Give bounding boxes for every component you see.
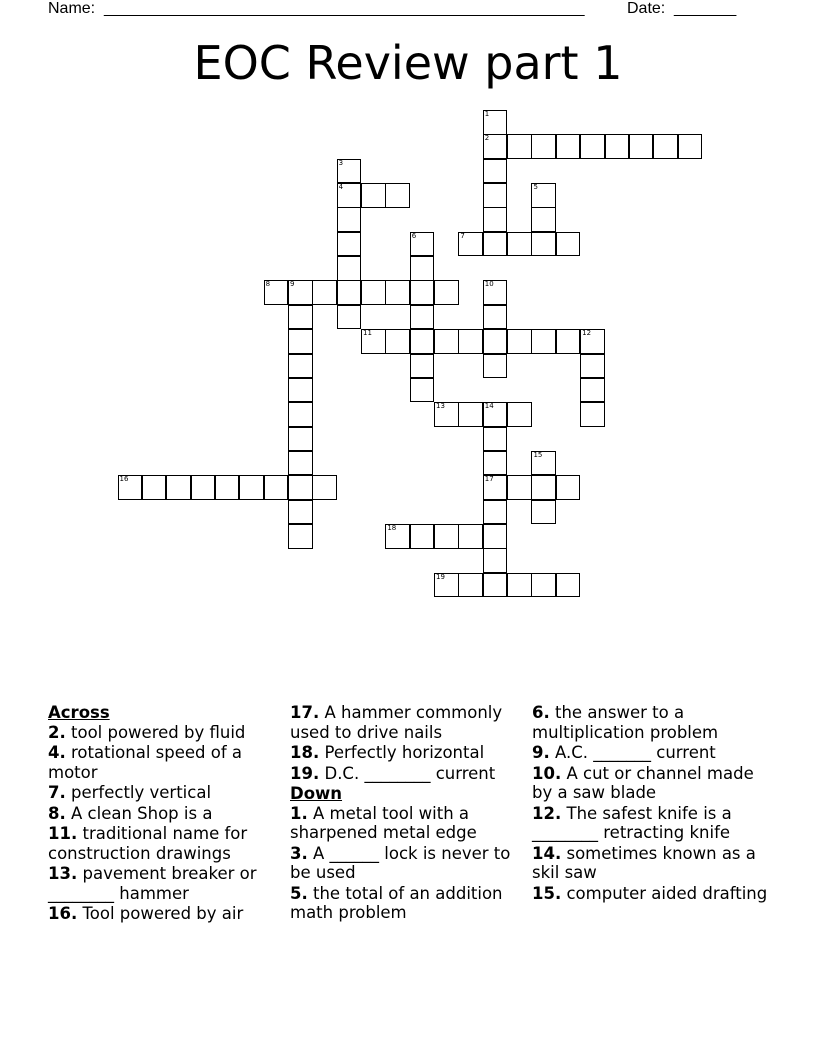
grid-cell[interactable] [239, 475, 264, 500]
page-title: EOC Review part 1 [193, 36, 623, 90]
cell-number: 18 [387, 523, 397, 532]
grid-cell[interactable] [507, 232, 532, 257]
grid-cell[interactable] [166, 475, 191, 500]
grid-cell[interactable] [337, 207, 362, 232]
grid-cell[interactable] [483, 451, 508, 476]
grid-cell[interactable] [483, 159, 508, 184]
grid-cell[interactable] [215, 475, 240, 500]
grid-cell[interactable] [288, 451, 313, 476]
clue-down-5: 5. the total of an addition math problem [290, 883, 503, 922]
clue-across-4: 4. rotational speed of a motor [48, 743, 242, 782]
cell-number: 5 [533, 183, 538, 192]
grid-cell[interactable] [288, 329, 313, 354]
grid-cell[interactable] [483, 232, 508, 257]
grid-cell[interactable] [678, 134, 703, 159]
grid-cell[interactable] [410, 378, 435, 403]
cell-number: 12 [582, 329, 592, 338]
grid-cell[interactable] [483, 134, 508, 159]
grid-cell[interactable] [361, 183, 386, 208]
grid-cell[interactable] [483, 305, 508, 330]
grid-cell[interactable] [531, 329, 556, 354]
grid-cell[interactable] [337, 159, 362, 184]
grid-cell[interactable] [410, 354, 435, 379]
grid-cell[interactable] [483, 354, 508, 379]
grid-cell[interactable] [531, 451, 556, 476]
grid-cell[interactable] [483, 183, 508, 208]
grid-cell[interactable] [483, 475, 508, 500]
grid-cell[interactable] [580, 402, 605, 427]
grid-cell[interactable] [531, 500, 556, 525]
grid-cell[interactable] [361, 280, 386, 305]
grid-cell[interactable] [288, 500, 313, 525]
grid-cell[interactable] [556, 232, 581, 257]
clue-across-2: 2. tool powered by fluid [48, 722, 246, 742]
cell-number: 1 [484, 110, 490, 118]
cell-number: 14 [484, 402, 494, 411]
clue-across-19: 19. D.C. ________ current [290, 763, 496, 783]
grid-cell[interactable] [556, 329, 581, 354]
grid-cell[interactable] [410, 524, 435, 549]
grid-cell[interactable] [483, 207, 508, 232]
grid-cell[interactable] [385, 183, 410, 208]
grid-cell[interactable] [410, 280, 435, 305]
grid-cell[interactable] [264, 280, 289, 305]
cell-number: 3 [338, 158, 344, 167]
grid-cell[interactable] [531, 475, 556, 500]
grid-cell[interactable] [507, 475, 532, 500]
cell-number: 17 [484, 475, 494, 484]
grid-cell[interactable] [361, 329, 386, 354]
grid-cell[interactable] [434, 280, 459, 305]
grid-cell[interactable] [531, 134, 556, 159]
down-heading: Down [290, 784, 343, 803]
grid-cell[interactable] [288, 354, 313, 379]
grid-cell[interactable] [458, 329, 483, 354]
clue-down-9: 9. A.C. _______ current [532, 743, 716, 762]
grid-cell[interactable] [118, 475, 143, 500]
clue-down-15: 15. computer aided drafting [532, 883, 768, 903]
grid-cell[interactable] [653, 134, 678, 159]
grid-cell[interactable] [288, 378, 313, 403]
grid-cell[interactable] [385, 329, 410, 354]
clue-across-8: 8. A clean Shop is a [48, 803, 213, 823]
clue-across-11: 11. traditional name for construction drawings [48, 824, 248, 863]
grid-cell[interactable] [410, 305, 435, 330]
grid-cell[interactable] [483, 524, 508, 549]
clue-down-12: 12. The safest knife is a ________ retracting knife [532, 803, 732, 842]
cell-number: 10 [484, 280, 494, 289]
grid-cell[interactable] [385, 524, 410, 549]
grid-cell[interactable] [288, 427, 313, 452]
clue-column-2 [290, 703, 522, 924]
grid-cell[interactable] [191, 475, 216, 500]
clue-across-16: 16. Tool powered by air [48, 904, 244, 923]
clue-across-17: 17. A hammer commonly used to drive nails [290, 703, 503, 742]
grid-cell[interactable] [312, 280, 337, 305]
grid-cell[interactable] [483, 500, 508, 525]
grid-cell[interactable] [483, 280, 508, 305]
grid-cell[interactable] [434, 402, 459, 427]
grid-cell[interactable] [288, 402, 313, 427]
across-heading: Across [48, 703, 110, 722]
clue-down-1: 1. A metal tool with a sharpened metal edge [290, 803, 477, 842]
grid-cell[interactable] [337, 280, 362, 305]
cell-number: 19 [436, 572, 445, 581]
grid-cell[interactable] [531, 183, 556, 208]
grid-cell[interactable] [483, 573, 508, 598]
grid-cell[interactable] [507, 329, 532, 354]
cell-number: 8 [265, 280, 271, 289]
grid-cell[interactable] [629, 134, 654, 159]
grid-cell[interactable] [434, 573, 459, 598]
grid-cell[interactable] [531, 232, 556, 257]
date-label: Date: [627, 0, 666, 17]
grid-cell[interactable] [531, 207, 556, 232]
grid-cell[interactable] [434, 329, 459, 354]
grid-cell[interactable] [483, 427, 508, 452]
cell-number: 4 [338, 183, 344, 192]
grid-cell[interactable] [507, 573, 532, 598]
cell-number: 16 [119, 475, 129, 484]
grid-cell[interactable] [410, 232, 435, 257]
grid-cell[interactable] [288, 475, 313, 500]
grid-cell[interactable] [312, 475, 337, 500]
grid-cell[interactable] [580, 134, 605, 159]
grid-cell[interactable] [531, 573, 556, 598]
grid-cell[interactable] [507, 134, 532, 159]
clue-across-7: 7. perfectly vertical [48, 783, 212, 802]
grid-cell[interactable] [337, 232, 362, 257]
grid-cell[interactable] [483, 110, 508, 135]
grid-cell[interactable] [288, 305, 313, 330]
grid-cell[interactable] [142, 475, 167, 500]
name-field-line[interactable]: ______________________________________________________ [104, 0, 585, 17]
grid-cell[interactable] [580, 329, 605, 354]
clue-column-1 [48, 703, 280, 925]
grid-cell[interactable] [556, 573, 581, 598]
grid-cell[interactable] [556, 134, 581, 159]
clue-column-3 [532, 703, 772, 904]
grid-cell[interactable] [434, 524, 459, 549]
grid-cell[interactable] [580, 378, 605, 403]
grid-cell[interactable] [483, 548, 508, 573]
grid-cell[interactable] [337, 256, 362, 281]
grid-cell[interactable] [556, 475, 581, 500]
grid-cell[interactable] [385, 280, 410, 305]
grid-cell[interactable] [264, 475, 289, 500]
grid-cell[interactable] [483, 402, 508, 427]
grid-cell[interactable] [507, 402, 532, 427]
grid-cell[interactable] [288, 524, 313, 549]
clue-across-13: 13. pavement breaker or ________ hammer [48, 864, 257, 903]
cell-number: 2 [484, 134, 490, 143]
cell-number: 9 [289, 280, 295, 289]
clue-down-3: 3. A ______ lock is never to be used [290, 843, 511, 882]
grid-cell[interactable] [580, 354, 605, 379]
grid-cell[interactable] [337, 183, 362, 208]
clue-down-14: 14. sometimes known as a skil saw [532, 843, 756, 882]
grid-cell[interactable] [458, 402, 483, 427]
grid-cell[interactable] [605, 134, 630, 159]
grid-cell[interactable] [410, 329, 435, 354]
cell-number: 11 [363, 329, 372, 338]
grid-cell[interactable] [458, 573, 483, 598]
grid-cell[interactable] [458, 232, 483, 257]
clue-down-10: 10. A cut or channel made by a saw blade [532, 763, 754, 802]
cell-number: 7 [460, 231, 465, 240]
date-field-line[interactable]: _______ [674, 0, 737, 17]
grid-cell[interactable] [337, 305, 362, 330]
clue-down-6: 6. the answer to a multiplication problem [532, 703, 719, 742]
grid-cell[interactable] [483, 329, 508, 354]
cell-number: 15 [533, 450, 543, 459]
cell-number: 13 [436, 402, 445, 411]
name-label: Name: [48, 0, 96, 17]
grid-cell[interactable] [410, 256, 435, 281]
clue-across-18: 18. Perfectly horizontal [290, 743, 485, 762]
cell-number: 6 [411, 231, 417, 240]
grid-cell[interactable] [288, 280, 313, 305]
grid-cell[interactable] [458, 524, 483, 549]
